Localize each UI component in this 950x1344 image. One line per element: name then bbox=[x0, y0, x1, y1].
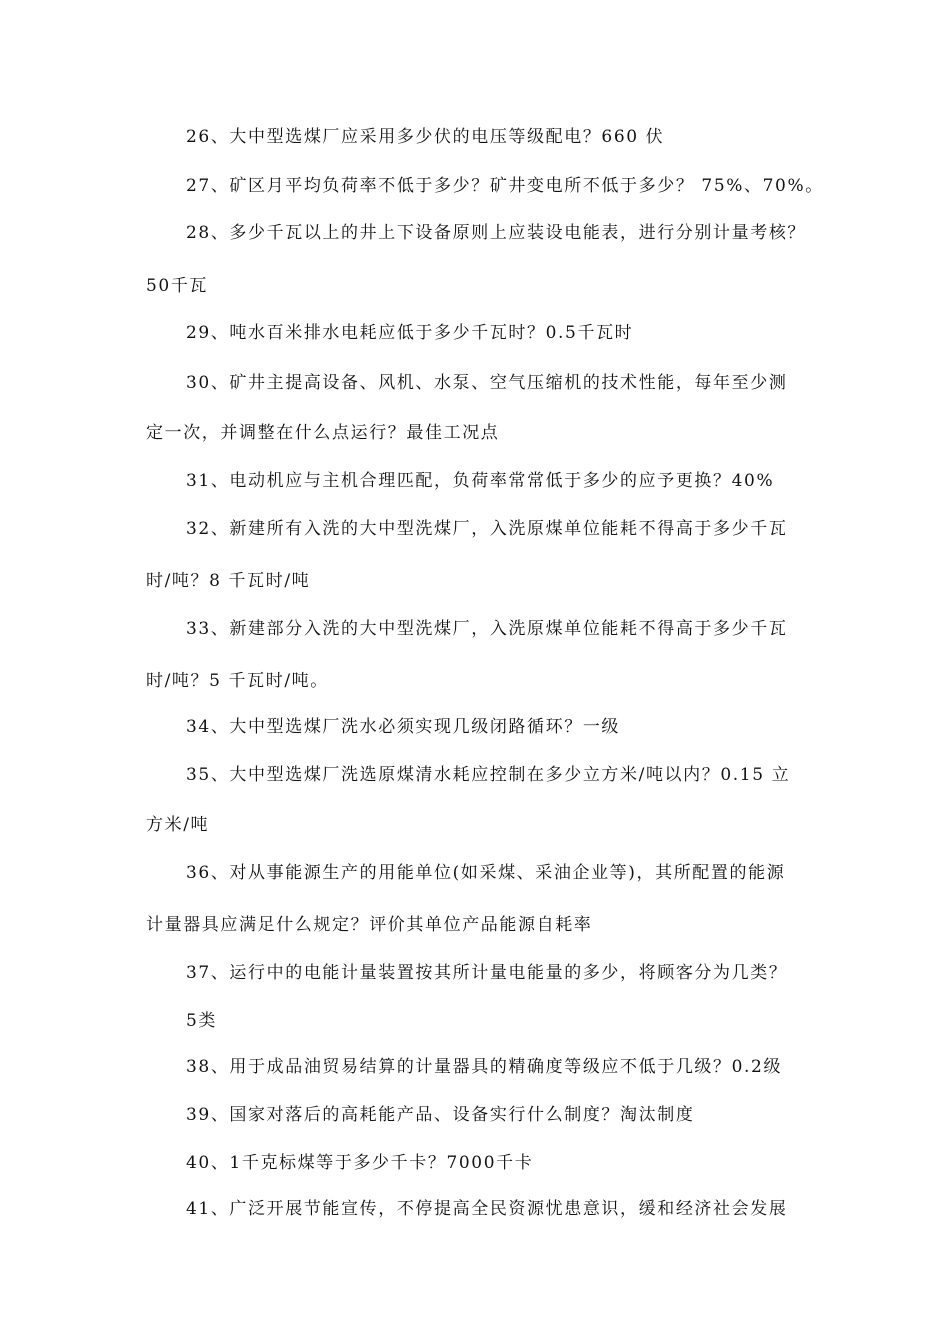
question-35-cont: 方米/吨 bbox=[146, 815, 210, 835]
question-38: 38、用于成品油贸易结算的计量器具的精确度等级应不低于几级？0.2级 bbox=[186, 1057, 783, 1077]
question-27: 27、矿区月平均负荷率不低于多少？矿井变电所不低于多少？ 75%、70%。 bbox=[186, 176, 824, 196]
question-36: 36、对从事能源生产的用能单位(如采煤、采油企业等)，其所配置的能源 bbox=[186, 863, 786, 883]
question-35: 35、大中型选煤厂洗选原煤清水耗应控制在多少立方米/吨以内？0.15 立 bbox=[186, 765, 791, 785]
answer-28: 50千瓦 bbox=[146, 276, 209, 296]
question-41: 41、广泛开展节能宣传，不停提高全民资源忧患意识，缓和经济社会发展 bbox=[186, 1199, 788, 1219]
question-28: 28、多少千瓦以上的井上下设备原则上应装设电能表，进行分别计量考核？ bbox=[186, 223, 807, 243]
question-32: 32、新建所有入洗的大中型洗煤厂，入洗原煤单位能耗不得高于多少千瓦 bbox=[186, 519, 788, 539]
question-36-cont: 计量器具应满足什么规定？评价其单位产品能源自耗率 bbox=[146, 915, 593, 935]
answer-37: 5类 bbox=[186, 1011, 218, 1031]
question-31: 31、电动机应与主机合理匹配，负荷率常常低于多少的应予更换？40% bbox=[186, 471, 775, 491]
question-39: 39、国家对落后的高耗能产品、设备实行什么制度？淘汰制度 bbox=[186, 1105, 695, 1125]
question-32-cont: 时/吨？8 千瓦时/吨 bbox=[146, 571, 311, 591]
question-29: 29、吨水百米排水电耗应低于多少千瓦时？0.5千瓦时 bbox=[186, 323, 634, 343]
question-37: 37、运行中的电能计量装置按其所计量电能量的多少，将顾客分为几类？ bbox=[186, 963, 788, 983]
question-33: 33、新建部分入洗的大中型洗煤厂，入洗原煤单位能耗不得高于多少千瓦 bbox=[186, 619, 788, 639]
question-40: 40、1千克标煤等于多少千卡？7000千卡 bbox=[186, 1153, 534, 1173]
question-30-cont: 定一次，并调整在什么点运行？最佳工况点 bbox=[146, 423, 500, 443]
question-30: 30、矿井主提高设备、风机、水泵、空气压缩机的技术性能，每年至少测 bbox=[186, 373, 788, 393]
question-33-cont: 时/吨？5 千瓦时/吨。 bbox=[146, 671, 329, 691]
question-34: 34、大中型选煤厂洗水必须实现几级闭路循环？一级 bbox=[186, 717, 621, 737]
question-26: 26、大中型选煤厂应采用多少伏的电压等级配电？660 伏 bbox=[186, 127, 665, 147]
